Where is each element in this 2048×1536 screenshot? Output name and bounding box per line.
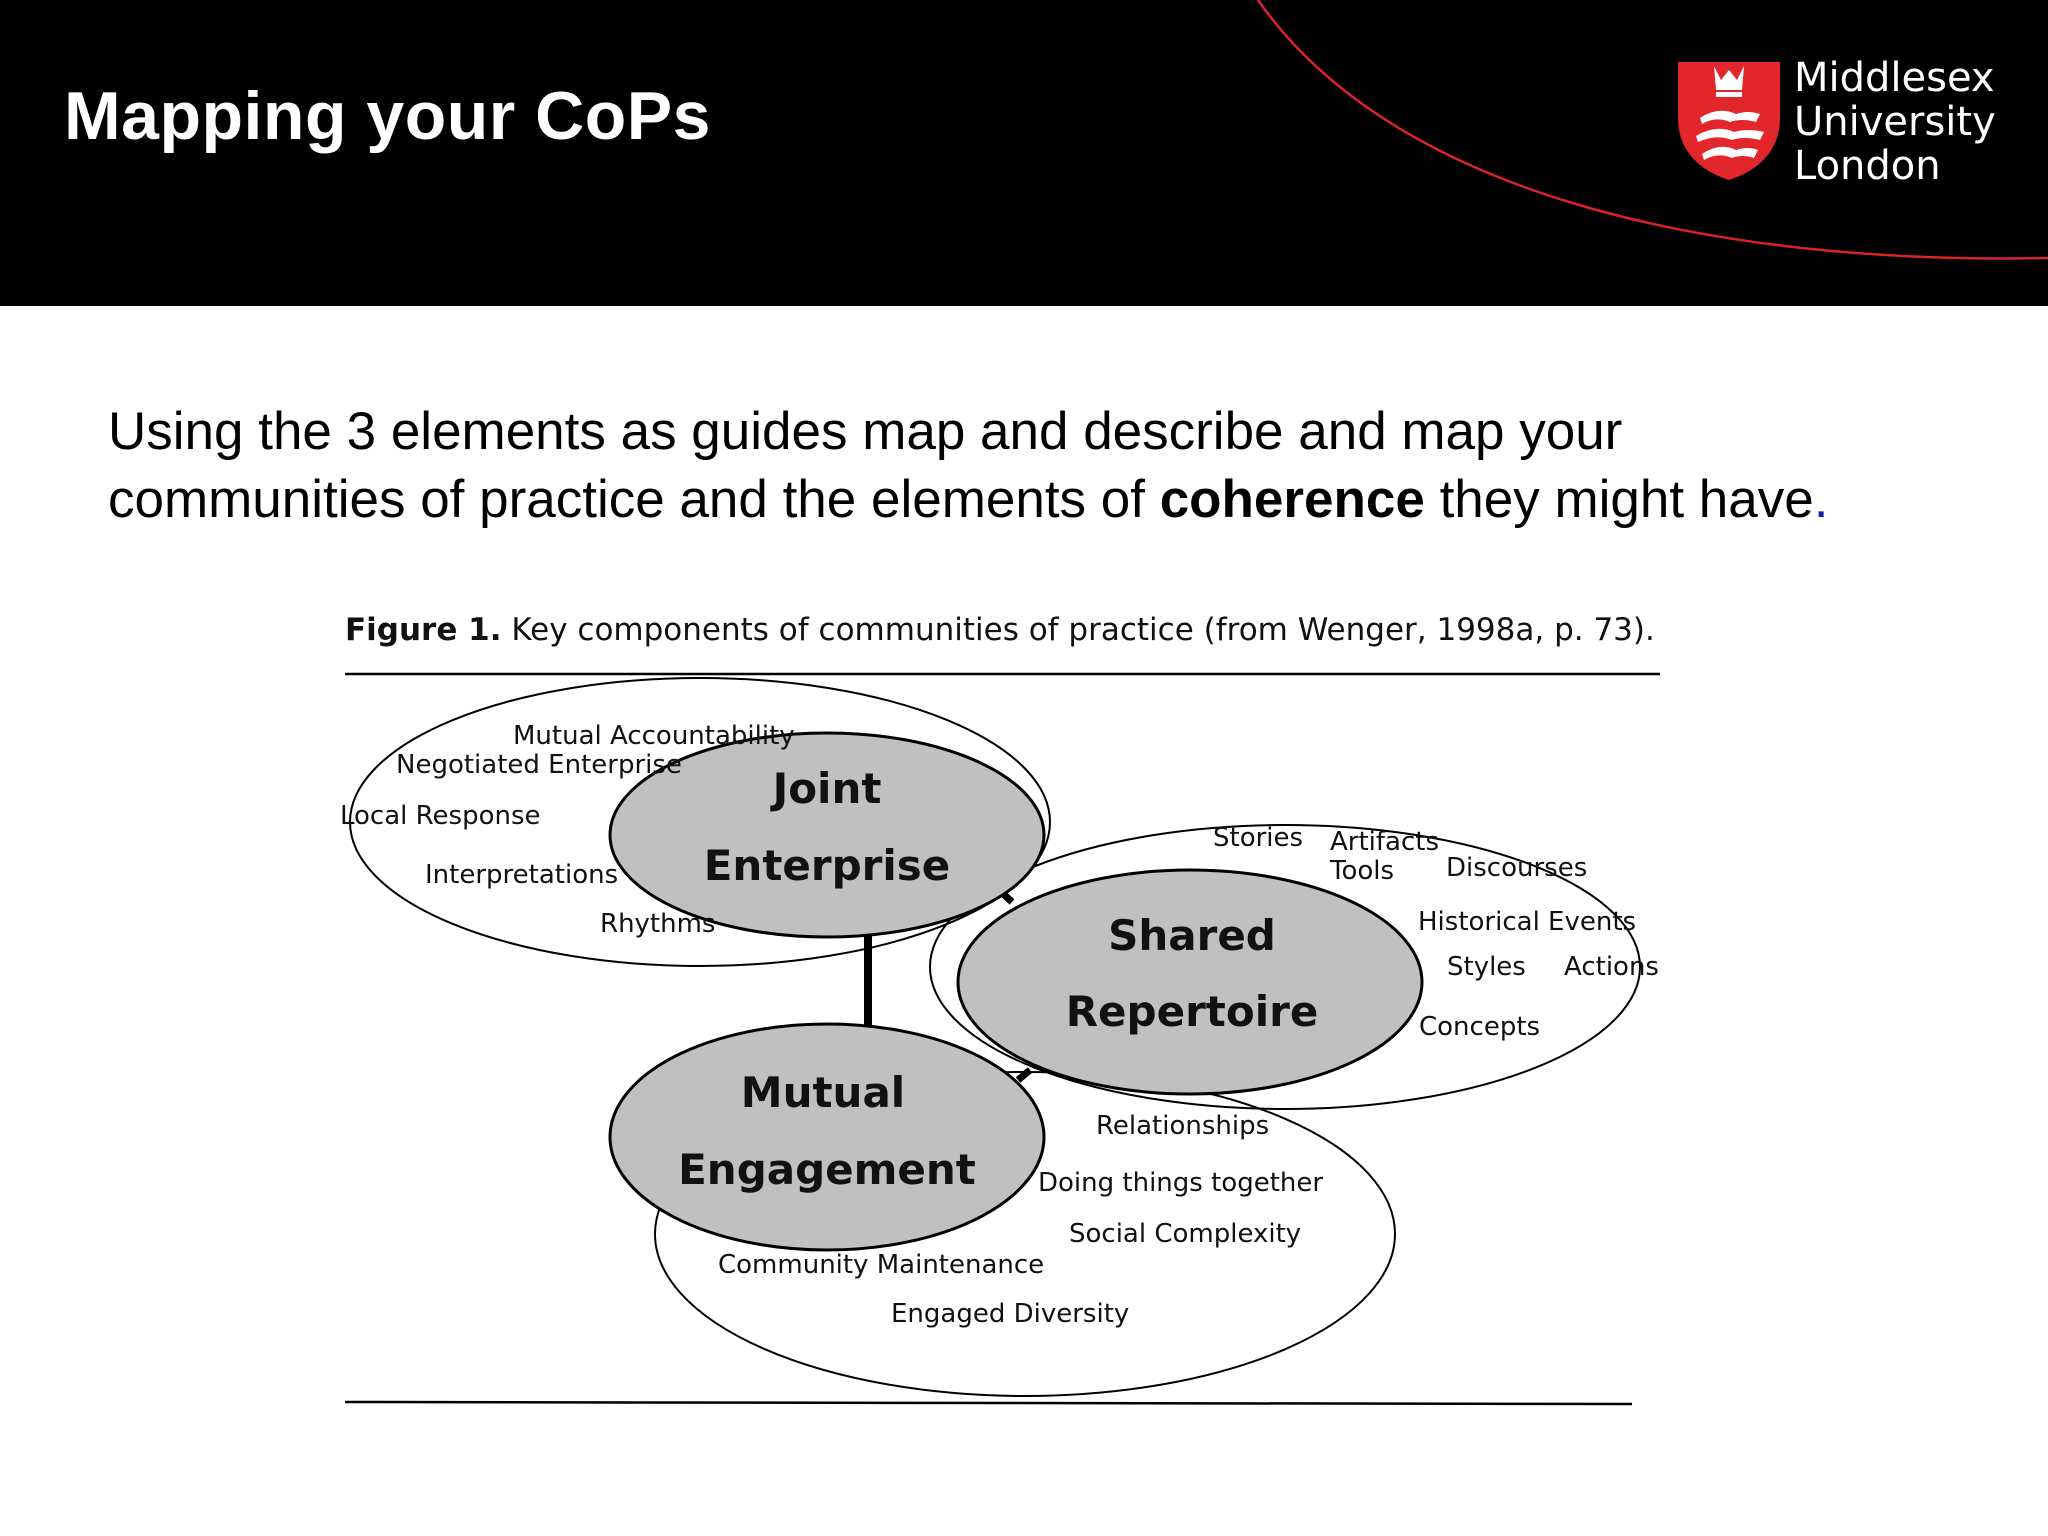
shared-repertoire-title-2: Repertoire xyxy=(1065,987,1319,1036)
shared-repertoire-title-1: Shared xyxy=(1108,911,1276,960)
instruction-part-1: Using the 3 elements as guides map and describe and map your communities of practice and the elements of xyxy=(108,402,1623,529)
university-name xyxy=(1794,56,1996,188)
sr-item-tools: Tools xyxy=(1330,856,1395,886)
caption-label: Figure 1. xyxy=(345,612,502,648)
je-item-rhythms: Rhythms xyxy=(600,909,716,939)
instruction-part-2: they might have xyxy=(1424,470,1814,529)
joint-enterprise-title-1: Joint xyxy=(772,764,882,813)
je-item-mutual-accountability: Mutual Accountability xyxy=(513,721,795,751)
sr-item-stories: Stories xyxy=(1213,823,1304,853)
shared-repertoire-core-ellipse xyxy=(958,870,1422,1094)
sr-item-actions: Actions xyxy=(1564,952,1659,982)
slide-header xyxy=(0,0,2048,306)
mutual-engagement-core-ellipse xyxy=(610,1024,1044,1250)
mutual-engagement-title-2: Engagement xyxy=(678,1145,976,1194)
logo-line-3: London xyxy=(1794,143,1941,189)
cop-diagram xyxy=(330,612,1680,1412)
joint-enterprise-title-2: Enterprise xyxy=(703,841,951,890)
sr-item-concepts: Concepts xyxy=(1419,1012,1541,1042)
figure-caption xyxy=(345,612,1655,648)
caption-text: Key components of communities of practice (from Wenger, 1998a, p. 73). xyxy=(501,612,1655,648)
sr-item-styles: Styles xyxy=(1447,952,1526,982)
me-item-relationships: Relationships xyxy=(1096,1111,1270,1141)
me-item-community-maintenance: Community Maintenance xyxy=(718,1250,1045,1280)
shield-icon xyxy=(1676,56,1786,182)
instruction-bold-coherence: coherence xyxy=(1159,470,1425,529)
me-item-social-complexity: Social Complexity xyxy=(1069,1219,1302,1249)
instruction-text xyxy=(108,398,1868,534)
je-item-negotiated-enterprise: Negotiated Enterprise xyxy=(396,750,682,780)
je-item-interpretations: Interpretations xyxy=(425,860,619,890)
me-item-doing-things-together: Doing things together xyxy=(1038,1168,1324,1198)
me-item-engaged-diversity: Engaged Diversity xyxy=(891,1299,1130,1329)
sr-item-historical-events: Historical Events xyxy=(1418,907,1637,937)
logo-line-2: University xyxy=(1794,99,1996,145)
logo-line-1: Middlesex xyxy=(1794,55,1995,101)
je-item-local-response: Local Response xyxy=(340,801,541,831)
sr-item-artifacts: Artifacts xyxy=(1330,827,1440,857)
mutual-engagement-title-1: Mutual xyxy=(740,1068,906,1117)
figure-bottom-rule xyxy=(345,1402,1632,1404)
slide-title: Mapping your CoPs xyxy=(64,78,711,154)
sr-item-discourses: Discourses xyxy=(1446,853,1588,883)
instruction-period: . xyxy=(1813,470,1829,529)
